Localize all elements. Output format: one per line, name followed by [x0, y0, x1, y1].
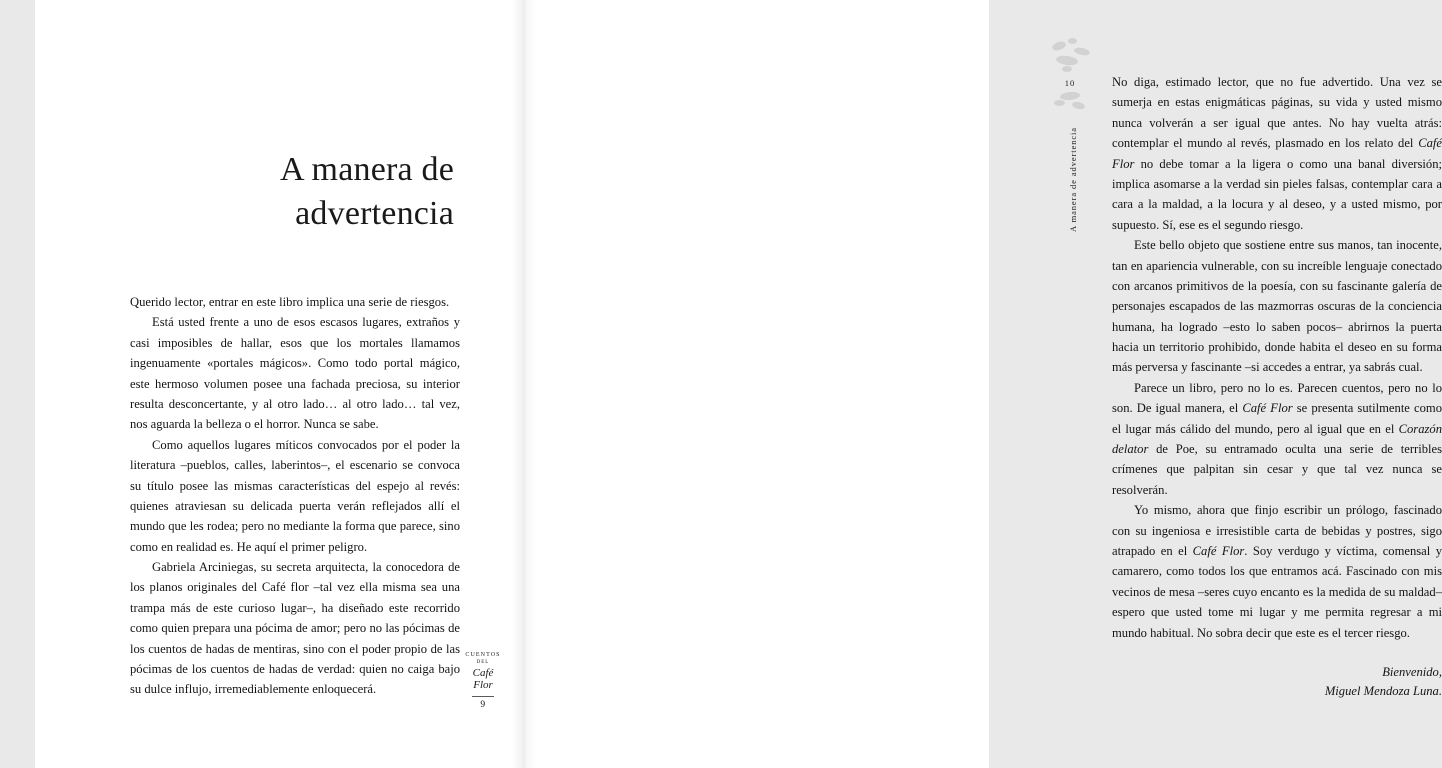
- paragraph: Querido lector, entrar en este libro implica una serie de riesgos.: [130, 295, 450, 309]
- colophon-divider: [472, 696, 494, 697]
- paragraph: Gabriela Arciniegas, su secreta arquitecta, la conocedora de los planos originales del Café flor –tal vez ella misma sea una trampa más de este curioso lugar–, ha diseñado este recorrido como quien prepara una pócima de amor; pero no las pócimas de los cuentos de hadas de mentiras, sino con el poder propio de las pócimas de los cuentos de hadas de verdad: quien no caiga bajo su dulce influjo, irremediablemente enloquecerá.: [130, 560, 460, 697]
- ink-splat-icon: [1055, 55, 1078, 67]
- ink-splat-icon: [1062, 66, 1072, 72]
- page-number-left: 9: [480, 700, 486, 710]
- colophon-line-3: Café: [472, 666, 494, 679]
- ink-splat-icon: [1060, 91, 1081, 101]
- running-head: A manera de advertencia: [1068, 127, 1078, 232]
- ink-splat-icon: [1071, 101, 1085, 111]
- paragraph: Este bello objeto que sostiene entre sus manos, tan inocente, tan en apariencia vulnerable, con su increíble lenguaje conectado con arcanos primitivos de la poesía, con su fascinante galería de personajes escapados de las mazmorras oscuras de la conciencia humana, ha logrado –esto lo saben pocos– abrirnos la puerta hacia un territorio prohibido, donde habita el deseo en su forma más perversa y fascinante –si accedes a entrar, ya sabrás cual.: [1112, 238, 1442, 375]
- ink-splat-icon: [1068, 38, 1077, 44]
- ink-splat-icon: [1073, 46, 1090, 56]
- paragraph: Yo mismo, ahora que finjo escribir un prólogo, fascinado con su ingeniosa e irresistible carta de bebidas y postres, sigo atrapado en el Café Flor. Soy verdugo y víctima, comensal y camarero, como todos los que entramos acá. Fascinado con mis vecinos de mesa –seres cuyo encanto es la medida de su maldad– espero que usted tome mi lugar y me permita regresar a mi mundo habitual. No sobra decir que este es el tercer riesgo.: [1112, 503, 1442, 640]
- colophon-line-2: DEL: [476, 660, 490, 666]
- colophon: [454, 652, 512, 710]
- right-page-body: [1112, 72, 1442, 701]
- folio-ornament: [1046, 36, 1094, 114]
- ink-splat-icon: [1054, 100, 1065, 106]
- paragraph: Está usted frente a uno de esos escasos lugares, extraños y casi imposibles de hallar, esos que los mortales llamamos ingenuamente «portales mágicos». Como todo portal mágico, este hermoso volumen posee una fachada preciosa, su interior resulta desconcertante, y al otro lado… al otro lado… tal vez, nos aguarda la belleza o el horror. Nunca se sabe.: [130, 315, 460, 432]
- page-title-line-1: A manera de: [279, 151, 454, 188]
- colophon-line-1: CUENTOS: [465, 652, 501, 659]
- colophon-line-4: Flor: [473, 679, 493, 692]
- page-right: [512, 0, 1442, 768]
- book-spread: [35, 0, 1442, 768]
- page-title: [124, 148, 454, 235]
- page-number-right: 10: [1064, 78, 1076, 88]
- closing-signature: [1112, 663, 1442, 701]
- page-title-line-2: advertencia: [295, 194, 454, 232]
- ink-splat-icon: [1051, 40, 1067, 52]
- paragraph: Como aquellos lugares míticos convocados por el poder la literatura –pueblos, calles, laberintos–, el escenario se convoca su título posee las mismas características del espejo al revés: quienes atraviesan su delicada puerta verán reflejados allí el mundo que les rodea; pero no mediante la forma que parece, sino como en realidad es. He aquí el primer peligro.: [130, 437, 460, 554]
- closing-line-2: Miguel Mendoza Luna.: [1324, 683, 1442, 698]
- page-left: [35, 0, 512, 768]
- paragraph: No diga, estimado lector, que no fue advertido. Una vez se sumerja en estas enigmáticas páginas, su vida y usted mismo nunca volverán a ser igual que antes. No hay vuelta atrás: contemplar el mundo al revés, plasmado en los relato del Café Flor no debe tomar a la ligera o como una banal diversión; implica asomarse a la verdad sin pieles falsas, contemplar cara a cara a la maldad, a la locura y al deseo, y a usted mismo, por supuesto. Sí, ese es el segundo riesgo.: [1112, 75, 1442, 232]
- closing-line-1: Bienvenido,: [1382, 664, 1442, 679]
- paragraph: Parece un libro, pero no lo es. Parecen cuentos, pero no lo son. De igual manera, el Café Flor se presenta sutilmente como el lugar más cálido del mundo, pero al igual que en el Corazón delator de Poe, su entramado oculta una serie de terribles crímenes que palpitan sin cesar y que tal vez nunca se resolverán.: [1112, 380, 1442, 497]
- left-page-body: [130, 292, 460, 700]
